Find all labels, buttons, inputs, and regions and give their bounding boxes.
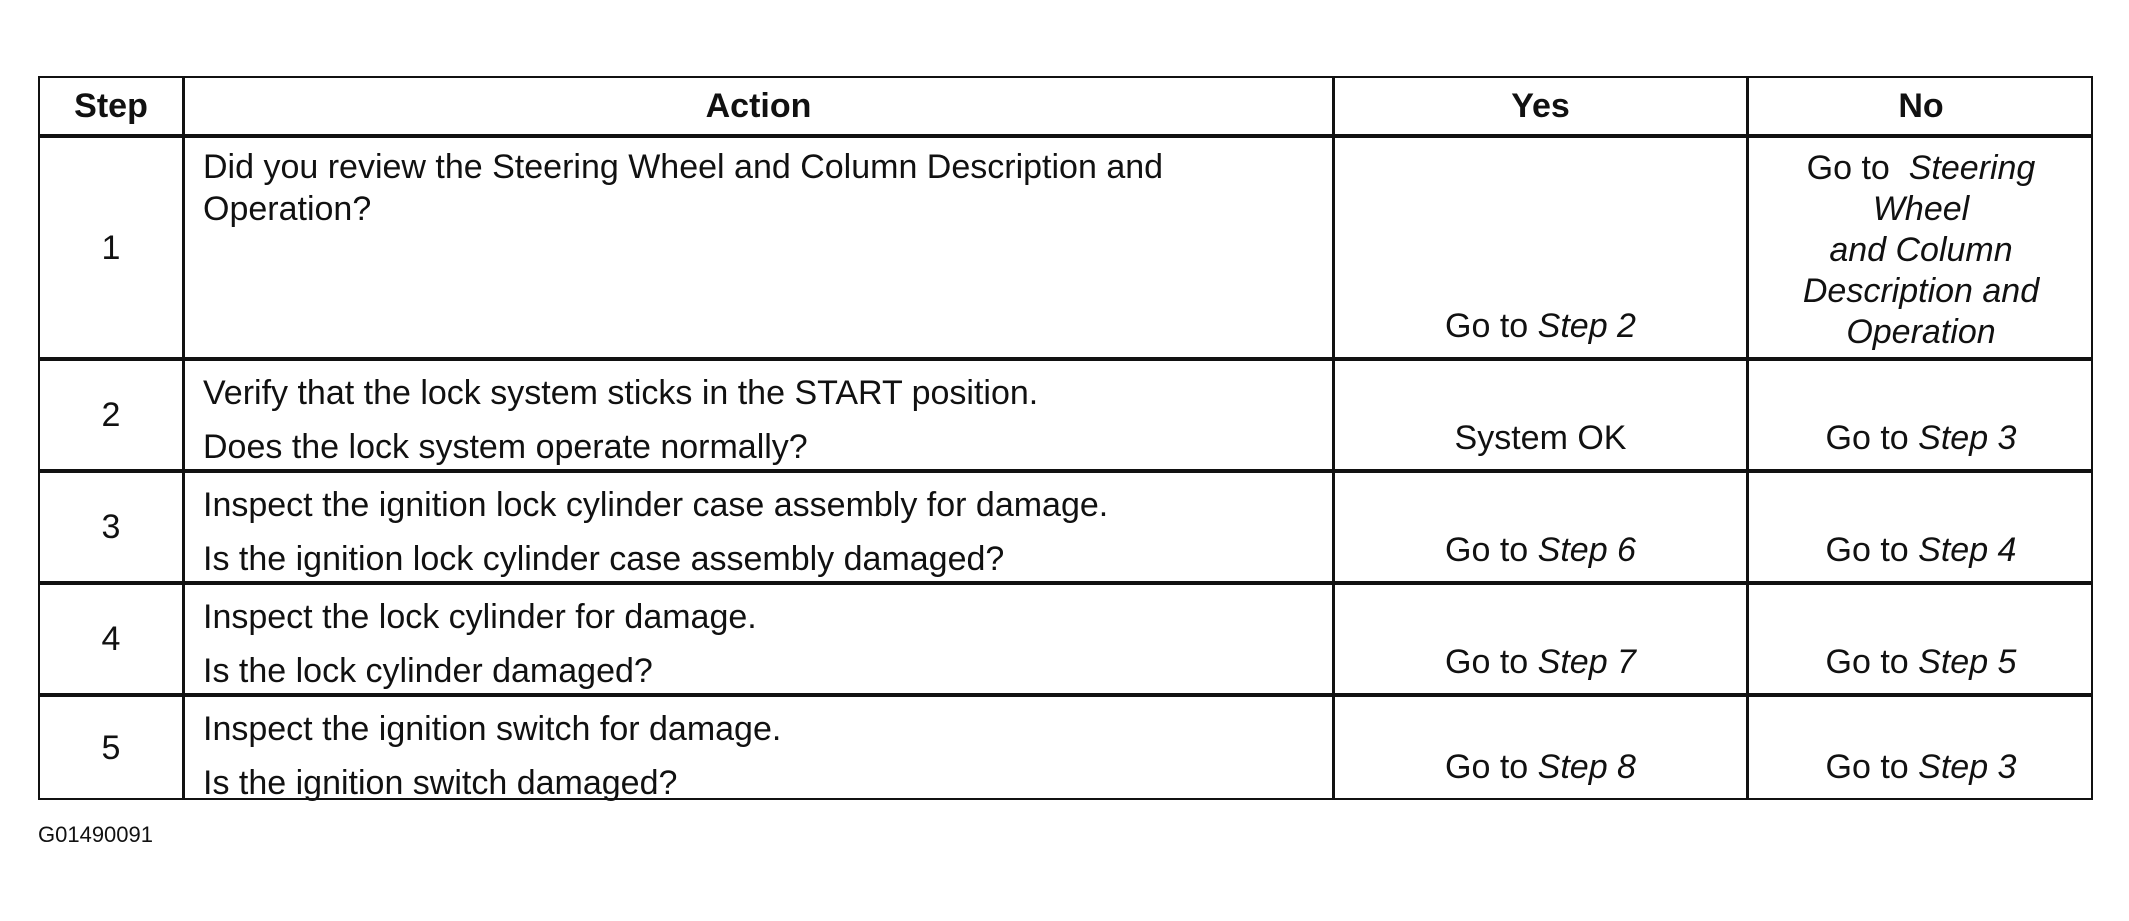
- no-prefix: Go to: [1825, 748, 1909, 786]
- no-prefix: Go to: [1825, 531, 1909, 569]
- no-prefix: Go to: [1825, 419, 1909, 457]
- no-step-link[interactable]: Step 5: [1918, 643, 2017, 681]
- yes-text: System OK: [1454, 419, 1627, 457]
- header-step: Step: [74, 87, 148, 125]
- step-number: 3: [101, 508, 121, 546]
- yes-prefix: Go to: [1445, 748, 1529, 786]
- no-step-link[interactable]: Step 3: [1918, 419, 2017, 457]
- no-reference-link[interactable]: and Column: [1829, 231, 2013, 269]
- yes-step-link[interactable]: Step 2: [1537, 307, 1636, 345]
- action-line: Did you review the Steering Wheel and Column Description and: [203, 148, 1164, 186]
- action-line: Is the ignition lock cylinder case assembly damaged?: [203, 540, 1005, 578]
- action-line: Is the lock cylinder damaged?: [203, 652, 653, 690]
- table-header-row: [40, 78, 2091, 134]
- header-action: Action: [182, 78, 1332, 134]
- action-cell: [182, 361, 1332, 469]
- yes-cell: [1332, 697, 1746, 798]
- no-step-link[interactable]: Step 4: [1918, 531, 2017, 569]
- no-cell: [1746, 585, 2093, 693]
- no-reference-link[interactable]: Description and: [1802, 272, 2040, 310]
- action-cell: [182, 585, 1332, 693]
- action-cell: [182, 697, 1332, 802]
- action-line: Does the lock system operate normally?: [203, 428, 808, 466]
- header-no: No: [1746, 78, 2093, 134]
- header-yes: Yes: [1332, 78, 1746, 134]
- yes-cell: [1332, 138, 1746, 357]
- yes-step-link[interactable]: Step 8: [1537, 748, 1636, 786]
- yes-cell: [1332, 361, 1746, 469]
- no-cell: [1746, 138, 2093, 357]
- action-line: Inspect the ignition lock cylinder case assembly for damage.: [203, 486, 1109, 524]
- step-number: 5: [101, 728, 121, 767]
- yes-prefix: Go to: [1445, 531, 1529, 569]
- action-line: Verify that the lock system sticks in the START position.: [203, 374, 1039, 412]
- diagnostic-table: [38, 76, 2093, 800]
- yes-prefix: Go to: [1445, 643, 1529, 681]
- table-row: [40, 357, 2091, 469]
- no-cell: [1746, 473, 2093, 581]
- action-line: Is the ignition switch damaged?: [203, 764, 678, 802]
- step-number: 1: [101, 228, 121, 267]
- step-number: 2: [101, 396, 121, 434]
- step-number: 4: [101, 620, 121, 658]
- action-line: Inspect the lock cylinder for damage.: [203, 598, 757, 636]
- no-step-link[interactable]: Step 3: [1918, 748, 2017, 786]
- action-line: Operation?: [203, 190, 372, 228]
- no-prefix: Go to: [1806, 149, 1900, 187]
- yes-prefix: Go to: [1445, 307, 1529, 345]
- no-cell: [1746, 697, 2093, 798]
- no-reference-link[interactable]: Operation: [1846, 313, 1996, 351]
- no-prefix: Go to: [1825, 643, 1909, 681]
- action-cell: [182, 473, 1332, 581]
- yes-cell: [1332, 473, 1746, 581]
- table-row: [40, 693, 2091, 802]
- action-cell: [182, 138, 1332, 357]
- yes-step-link[interactable]: Step 7: [1537, 643, 1636, 681]
- table-row: [40, 469, 2091, 581]
- no-cell: [1746, 361, 2093, 469]
- table-row: [40, 581, 2091, 693]
- yes-cell: [1332, 585, 1746, 693]
- no-reference-link[interactable]: Steering Wheel: [1872, 149, 2036, 228]
- figure-id: G01490091: [38, 822, 153, 847]
- table-row: [40, 134, 2091, 357]
- action-line: Inspect the ignition switch for damage.: [203, 710, 782, 748]
- yes-step-link[interactable]: Step 6: [1537, 531, 1636, 569]
